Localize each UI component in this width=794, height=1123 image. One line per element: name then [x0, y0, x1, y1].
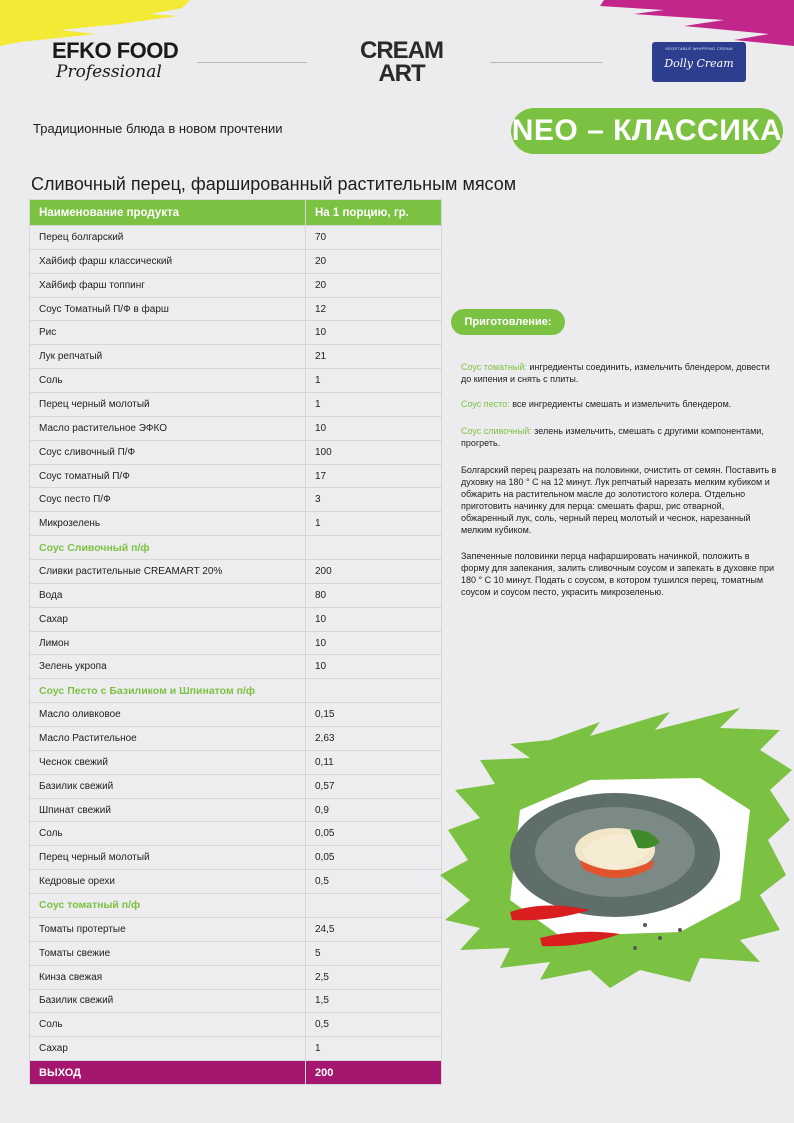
- ingredients-table-body: [30, 226, 442, 1061]
- ingredient-quantity: 24,5: [306, 917, 442, 941]
- ingredient-name: Чеснок свежий: [30, 750, 306, 774]
- header-divider-right: [490, 62, 602, 63]
- ingredient-name: Томаты свежие: [30, 941, 306, 965]
- table-row: [30, 703, 442, 727]
- table-row: [30, 583, 442, 607]
- ingredient-quantity: 80: [306, 583, 442, 607]
- ingredient-name: Соль: [30, 822, 306, 846]
- table-row: [30, 774, 442, 798]
- ingredient-name: Соус Томатный П/Ф в фарш: [30, 297, 306, 321]
- table-row: [30, 965, 442, 989]
- prep-cream-label: Соус сливочный:: [461, 426, 532, 436]
- table-row: [30, 727, 442, 751]
- table-row: [30, 822, 442, 846]
- ingredient-name: Лук репчатый: [30, 345, 306, 369]
- cream-art-logo: [360, 37, 443, 87]
- prep-tomato-text: ингредиенты соединить, измельчить блендером, довести до кипения и снять с плиты.: [461, 362, 770, 384]
- table-section-row: [30, 679, 442, 703]
- table-row: [30, 989, 442, 1013]
- header-divider-left: [197, 62, 307, 63]
- ingredient-name: Кедровые орехи: [30, 870, 306, 894]
- prep-tomato-label: Соус томатный:: [461, 362, 527, 372]
- ingredient-name: Соус томатный П/Ф: [30, 464, 306, 488]
- table-section-row: [30, 536, 442, 560]
- ingredient-name: Рис: [30, 321, 306, 345]
- table-row: [30, 369, 442, 393]
- ingredient-name: Кинза свежая: [30, 965, 306, 989]
- table-row: [30, 1013, 442, 1037]
- table-row: [30, 297, 442, 321]
- recipe-title: Сливочный перец, фаршированный растительным мясом: [31, 174, 517, 194]
- dolly-cream-logo: [652, 42, 746, 82]
- prep-cream-text: зелень измельчить, смешать с другими компонентами, прогреть.: [461, 426, 764, 448]
- ingredient-quantity: 10: [306, 321, 442, 345]
- table-row: [30, 917, 442, 941]
- table-row: [30, 226, 442, 250]
- preparation-badge: Приготовление:: [451, 309, 565, 335]
- ingredient-quantity: 200: [306, 560, 442, 584]
- efko-logo-line2: Professional: [56, 62, 162, 82]
- ingredient-name: Соус сливочный П/Ф: [30, 440, 306, 464]
- ingredient-name: Томаты протертые: [30, 917, 306, 941]
- ingredient-quantity: 1: [306, 512, 442, 536]
- ingredient-name: Хайбиф фарш классический: [30, 249, 306, 273]
- ingredient-quantity: 21: [306, 345, 442, 369]
- ingredient-name: Перец черный молотый: [30, 846, 306, 870]
- ingredient-quantity: 5: [306, 941, 442, 965]
- ingredient-quantity: 20: [306, 273, 442, 297]
- ingredient-quantity: 1,5: [306, 989, 442, 1013]
- ingredient-name: Сахар: [30, 607, 306, 631]
- ingredient-name: Хайбиф фарш топпинг: [30, 273, 306, 297]
- ingredient-quantity: 0,9: [306, 798, 442, 822]
- ingredient-quantity: 3: [306, 488, 442, 512]
- section-title: Соус Сливочный п/ф: [30, 536, 306, 560]
- table-row: [30, 631, 442, 655]
- table-row: [30, 416, 442, 440]
- ingredient-quantity: [306, 679, 442, 703]
- table-row: [30, 321, 442, 345]
- ingredient-quantity: 2,5: [306, 965, 442, 989]
- ingredient-quantity: 0,5: [306, 1013, 442, 1037]
- prep-step-1: Болгарский перец разрезать на половинки, очистить от семян. Поставить в духовку на 180 ° С на 12 минут. Лук репчатый нарезать мелким кубиком и обжарить на растительном масле до золотистого колера. Отдельно приготовить начинку для перца: смешать фарш, рис отварной, обжаренный лук, соль, черный перец молотый и чеснок, нарезанный мелким кубиком.: [461, 465, 777, 535]
- ingredient-name: Шпинат свежий: [30, 798, 306, 822]
- ingredient-quantity: 20: [306, 249, 442, 273]
- ingredient-name: Лимон: [30, 631, 306, 655]
- prep-step-2: Запеченные половинки перца нафаршировать начинкой, положить в форму для запекания, залить сливочным соусом и запекать в духовке при 180 ° С 10 минут. Подать с соусом, в котором тушился перец, томатным соусом и соусом песто, украсить микрозеленью.: [461, 551, 775, 597]
- ingredient-name: Сливки растительные CREAMART 20%: [30, 560, 306, 584]
- prep-cream-sauce: [461, 425, 779, 449]
- prep-pesto-label: Соус песто:: [461, 399, 510, 409]
- table-row: [30, 941, 442, 965]
- ingredient-name: Соль: [30, 1013, 306, 1037]
- ingredient-quantity: 17: [306, 464, 442, 488]
- ingredient-quantity: 0,5: [306, 870, 442, 894]
- ingredient-name: Базилик свежий: [30, 774, 306, 798]
- ingredient-name: Базилик свежий: [30, 989, 306, 1013]
- ingredient-name: Перец болгарский: [30, 226, 306, 250]
- table-row: [30, 750, 442, 774]
- column-header-product: Наименование продукта: [30, 200, 306, 226]
- ingredient-quantity: 70: [306, 226, 442, 250]
- ingredient-quantity: [306, 536, 442, 560]
- ingredient-name: Перец черный молотый: [30, 393, 306, 417]
- table-row: [30, 345, 442, 369]
- table-row: [30, 512, 442, 536]
- section-title: Соус Песто с Базиликом и Шпинатом п/ф: [30, 679, 306, 703]
- yield-value: 200: [306, 1061, 442, 1085]
- ingredient-quantity: 12: [306, 297, 442, 321]
- dolly-logo-name: Dolly Cream: [664, 57, 734, 70]
- neo-classic-badge: NEO – КЛАССИКА: [511, 108, 783, 154]
- ingredients-table: [29, 199, 442, 1085]
- ingredient-quantity: 0,05: [306, 846, 442, 870]
- dish-photo: [440, 700, 794, 990]
- ingredient-quantity: [306, 894, 442, 918]
- ingredient-quantity: 0,11: [306, 750, 442, 774]
- table-row: [30, 393, 442, 417]
- table-row: [30, 488, 442, 512]
- ingredient-name: Соль: [30, 369, 306, 393]
- yield-row: [30, 1061, 442, 1085]
- page-subtitle: Традиционные блюда в новом прочтении: [33, 121, 283, 136]
- cream-logo-line2: ART: [378, 59, 425, 87]
- efko-food-logo: [52, 40, 178, 81]
- prep-tomato-sauce: [461, 361, 779, 385]
- ingredient-name: Сахар: [30, 1037, 306, 1061]
- ingredient-quantity: 0,05: [306, 822, 442, 846]
- prep-pesto-sauce: [461, 398, 779, 410]
- table-row: [30, 464, 442, 488]
- ingredient-name: Зелень укропа: [30, 655, 306, 679]
- ingredient-quantity: 10: [306, 655, 442, 679]
- table-row: [30, 607, 442, 631]
- section-title: Соус томатный п/ф: [30, 894, 306, 918]
- table-row: [30, 560, 442, 584]
- column-header-portion: На 1 порцию, гр.: [306, 200, 442, 226]
- table-row: [30, 273, 442, 297]
- table-row: [30, 655, 442, 679]
- pink-paint-stroke: [594, 0, 794, 48]
- table-row: [30, 798, 442, 822]
- table-row: [30, 846, 442, 870]
- ingredient-name: Микрозелень: [30, 512, 306, 536]
- table-section-row: [30, 894, 442, 918]
- yield-label: ВЫХОД: [30, 1061, 306, 1085]
- ingredient-quantity: 10: [306, 607, 442, 631]
- ingredient-quantity: 1: [306, 393, 442, 417]
- table-row: [30, 249, 442, 273]
- prep-pesto-text: все ингредиенты смешать и измельчить блендером.: [509, 399, 732, 409]
- cream-logo-line1: CREAM: [360, 37, 443, 64]
- ingredient-quantity: 0,57: [306, 774, 442, 798]
- ingredient-name: Масло Растительное: [30, 727, 306, 751]
- table-row: [30, 870, 442, 894]
- ingredient-name: Соус песто П/Ф: [30, 488, 306, 512]
- ingredient-quantity: 10: [306, 631, 442, 655]
- ingredient-quantity: 2,63: [306, 727, 442, 751]
- ingredient-quantity: 10: [306, 416, 442, 440]
- table-header-row: [30, 200, 442, 226]
- ingredient-quantity: 100: [306, 440, 442, 464]
- ingredient-name: Вода: [30, 583, 306, 607]
- ingredient-name: Масло оливковое: [30, 703, 306, 727]
- ingredient-quantity: 0,15: [306, 703, 442, 727]
- efko-logo-line1: EFKO FOOD: [52, 38, 179, 63]
- ingredient-quantity: 1: [306, 1037, 442, 1061]
- ingredient-name: Масло растительное ЭФКО: [30, 416, 306, 440]
- table-row: [30, 440, 442, 464]
- dolly-logo-tagline: VEGETABLE WHIPPING CREAM: [665, 46, 733, 51]
- table-row: [30, 1037, 442, 1061]
- ingredient-quantity: 1: [306, 369, 442, 393]
